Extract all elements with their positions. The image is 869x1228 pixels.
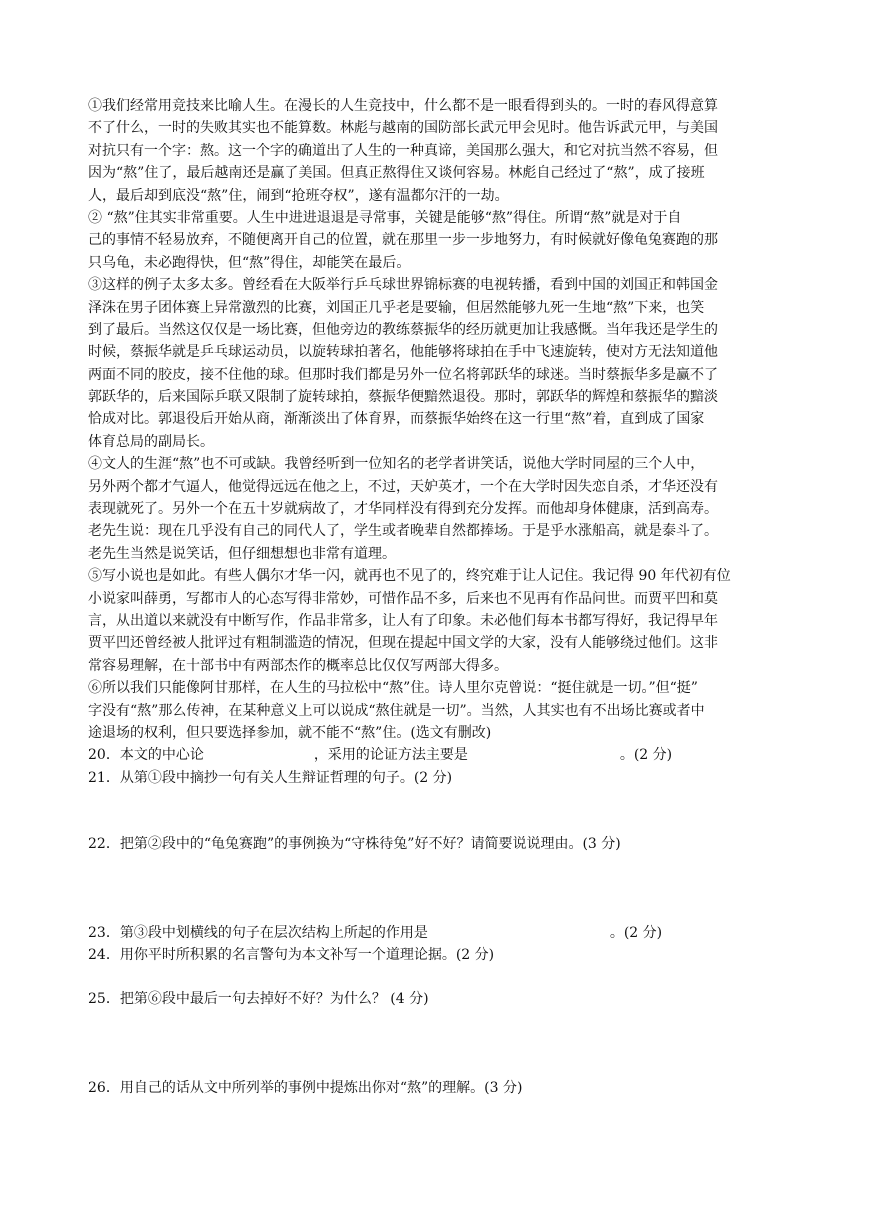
question-20-text-b: ，采用的论证方法主要是 xyxy=(313,747,468,764)
paragraph-5 xyxy=(88,565,788,677)
answer-space[interactable] xyxy=(88,1011,788,1077)
question-24: 24．用你平时所积累的名言警句为本文补写一个道理论据。(2 分) xyxy=(88,946,495,963)
text-line: 老先生当然是说笑话，但仔细想想也非常有道理。 xyxy=(88,545,396,562)
text-line: 两面不同的胶皮，接不住他的球。但那时我们都是另外一位名将郭跃华的球迷。当时蔡振华多是赢不了 xyxy=(88,366,718,383)
question-20 xyxy=(88,744,788,766)
text-line: 人，最后却到底没“熬”住，闹到“抢班夺权”，遂有温都尔汗的一劫。 xyxy=(88,187,509,204)
question-20-text-a: 20．本文的中心论 xyxy=(88,747,204,764)
text-line: 老先生说：现在几乎没有自己的同代人了，学生或者晚辈自然都捧场。于是乎水涨船高，就是泰斗了。 xyxy=(88,523,718,540)
text-line: ⑥所以我们只能像阿甘那样，在人生的马拉松中“熬”住。诗人里尔克曾说：“挺住就是一切。”但“挺” xyxy=(88,680,698,697)
text-line: ④文人的生涯“熬”也不可或缺。我曾经听到一位知名的老学者讲笑话，说他大学时同屋的三个人中， xyxy=(88,456,705,473)
text-line: 恰成对比。郭退役后开始从商，渐渐淡出了体育界，而蔡振华始终在这一行里“熬”着，直到成了国家 xyxy=(88,411,705,428)
text-line: 时候，蔡振华就是乒乓球运动员，以旋转球拍著名，他能够将球拍在手中飞速旋转，使对方无法知道他 xyxy=(88,344,718,361)
text-line: 对抗只有一个字：熬。这一个字的确道出了人生的一种真谛，美国那么强大，和它对抗当然不容易，但 xyxy=(88,142,718,159)
question-23-text-a: 23．第③段中划横线的句子在层次结构上所起的作用是 xyxy=(88,924,428,941)
paragraph-1 xyxy=(88,95,788,207)
text-line: 只乌龟，未必跑得快，但“熬”得住，却能笑在最后。 xyxy=(88,254,411,271)
text-line: 体育总局的副局长。 xyxy=(88,433,214,450)
text-line: ①我们经常用竞技来比喻人生。在漫长的人生竞技中，什么都不是一眼看得到头的。一时的春风得意算 xyxy=(88,98,718,114)
answer-space[interactable] xyxy=(88,856,788,922)
question-26: 26．用自己的话从文中所列举的事例中提炼出你对“熬”的理解。(3 分) xyxy=(88,1079,523,1096)
text-line: 到了最后。当然这仅仅是一场比赛，但他旁边的教练蔡振华的经历就更加让我感慨。当年我还是学生的 xyxy=(88,321,718,338)
text-line: 郭跃华的，后来国际乒联又限制了旋转球拍，蔡振华便黯然退役。那时，郭跃华的辉煌和蔡振华的黯淡 xyxy=(88,389,718,406)
text-line: 泽洙在男子团体赛上异常激烈的比赛，刘国正几乎老是要输，但居然能够九死一生地“熬”下来，也笑 xyxy=(88,299,705,316)
text-line: 言，从出道以来就没有中断写作，作品非常多，让人有了印象。未必他们每本书都写得好，我记得早年 xyxy=(88,612,718,629)
question-20-text-c: 。(2 分) xyxy=(619,747,673,764)
paragraph-2 xyxy=(88,207,788,274)
text-line: 因为“熬”住了，最后越南还是赢了美国。但真正熬得住又谈何容易。林彪自己经过了“熬”，成了接班 xyxy=(88,165,705,182)
text-line: 不了什么，一时的失败其实也不能算数。林彪与越南的国防部长武元甲会见时。他告诉武元甲，与美国 xyxy=(88,120,718,137)
text-line: 途退场的权利，但只要选择参加，就不能不“熬”住。(选文有删改) xyxy=(88,724,492,741)
paragraph-4 xyxy=(88,453,788,565)
paragraph-3 xyxy=(88,274,788,453)
text-line: 表现就死了。另外一个在五十岁就病故了，才华同样没有得到充分发挥。而他却身体健康，活到高寿。 xyxy=(88,501,718,518)
text-line: ③这样的例子太多太多。曾经看在大阪举行乒乓球世界锦标赛的电视转播，看到中国的刘国正和韩国金 xyxy=(88,277,718,294)
text-line: 己的事情不轻易放弃，不随便离开自己的位置，就在那里一步一步地努力，有时候就好像龟兔赛跑的那 xyxy=(88,232,718,249)
question-23 xyxy=(88,922,788,944)
text-line: 常容易理解，在十部书中有两部杰作的概率总比仅仅写两部大得多。 xyxy=(88,657,508,674)
text-line: 字没有“熬”那么传神，在某种意义上可以说成“熬住就是一切”。当然，人其实也有不出场比赛或者中 xyxy=(88,702,705,719)
paragraph-6 xyxy=(88,677,788,744)
exam-page xyxy=(88,95,788,1099)
question-21: 21．从第①段中摘抄一句有关人生辩证哲理的句子。(2 分) xyxy=(88,769,453,786)
text-line: ⑤写小说也是如此。有些人偶尔才华一闪，就再也不见了的，终究难于让人记住。我记得 90 年代初有位 xyxy=(88,568,731,585)
text-line: 小说家叫薛勇，写都市人的心态写得非常妙，可惜作品不多，后来也不见再有作品问世。而贾平凹和莫 xyxy=(88,590,718,607)
answer-space[interactable] xyxy=(88,966,788,988)
text-line: ② “熬”住其实非常重要。人生中进进退退是寻常事，关键是能够“熬”得住。所谓“熬”就是对于自 xyxy=(88,209,682,226)
question-23-text-b: 。(2 分) xyxy=(609,924,663,941)
text-line: 贾平凹还曾经被人批评过有粗制滥造的情况，但现在提起中国文学的大家，没有人能够绕过他们。这非 xyxy=(88,635,718,652)
question-22: 22．把第②段中的“龟兔赛跑”的事例换为“守株待兔”好不好？请简要说说理由。(3 分) xyxy=(88,836,621,853)
text-line: 另外两个都才气逼人，他觉得远远在他之上，不过，天妒英才，一个在大学时因失恋自杀，才华还没有 xyxy=(88,478,718,495)
answer-space[interactable] xyxy=(88,789,788,833)
question-25: 25．把第⑥段中最后一句去掉好不好？为什么？ (4 分) xyxy=(88,991,429,1008)
